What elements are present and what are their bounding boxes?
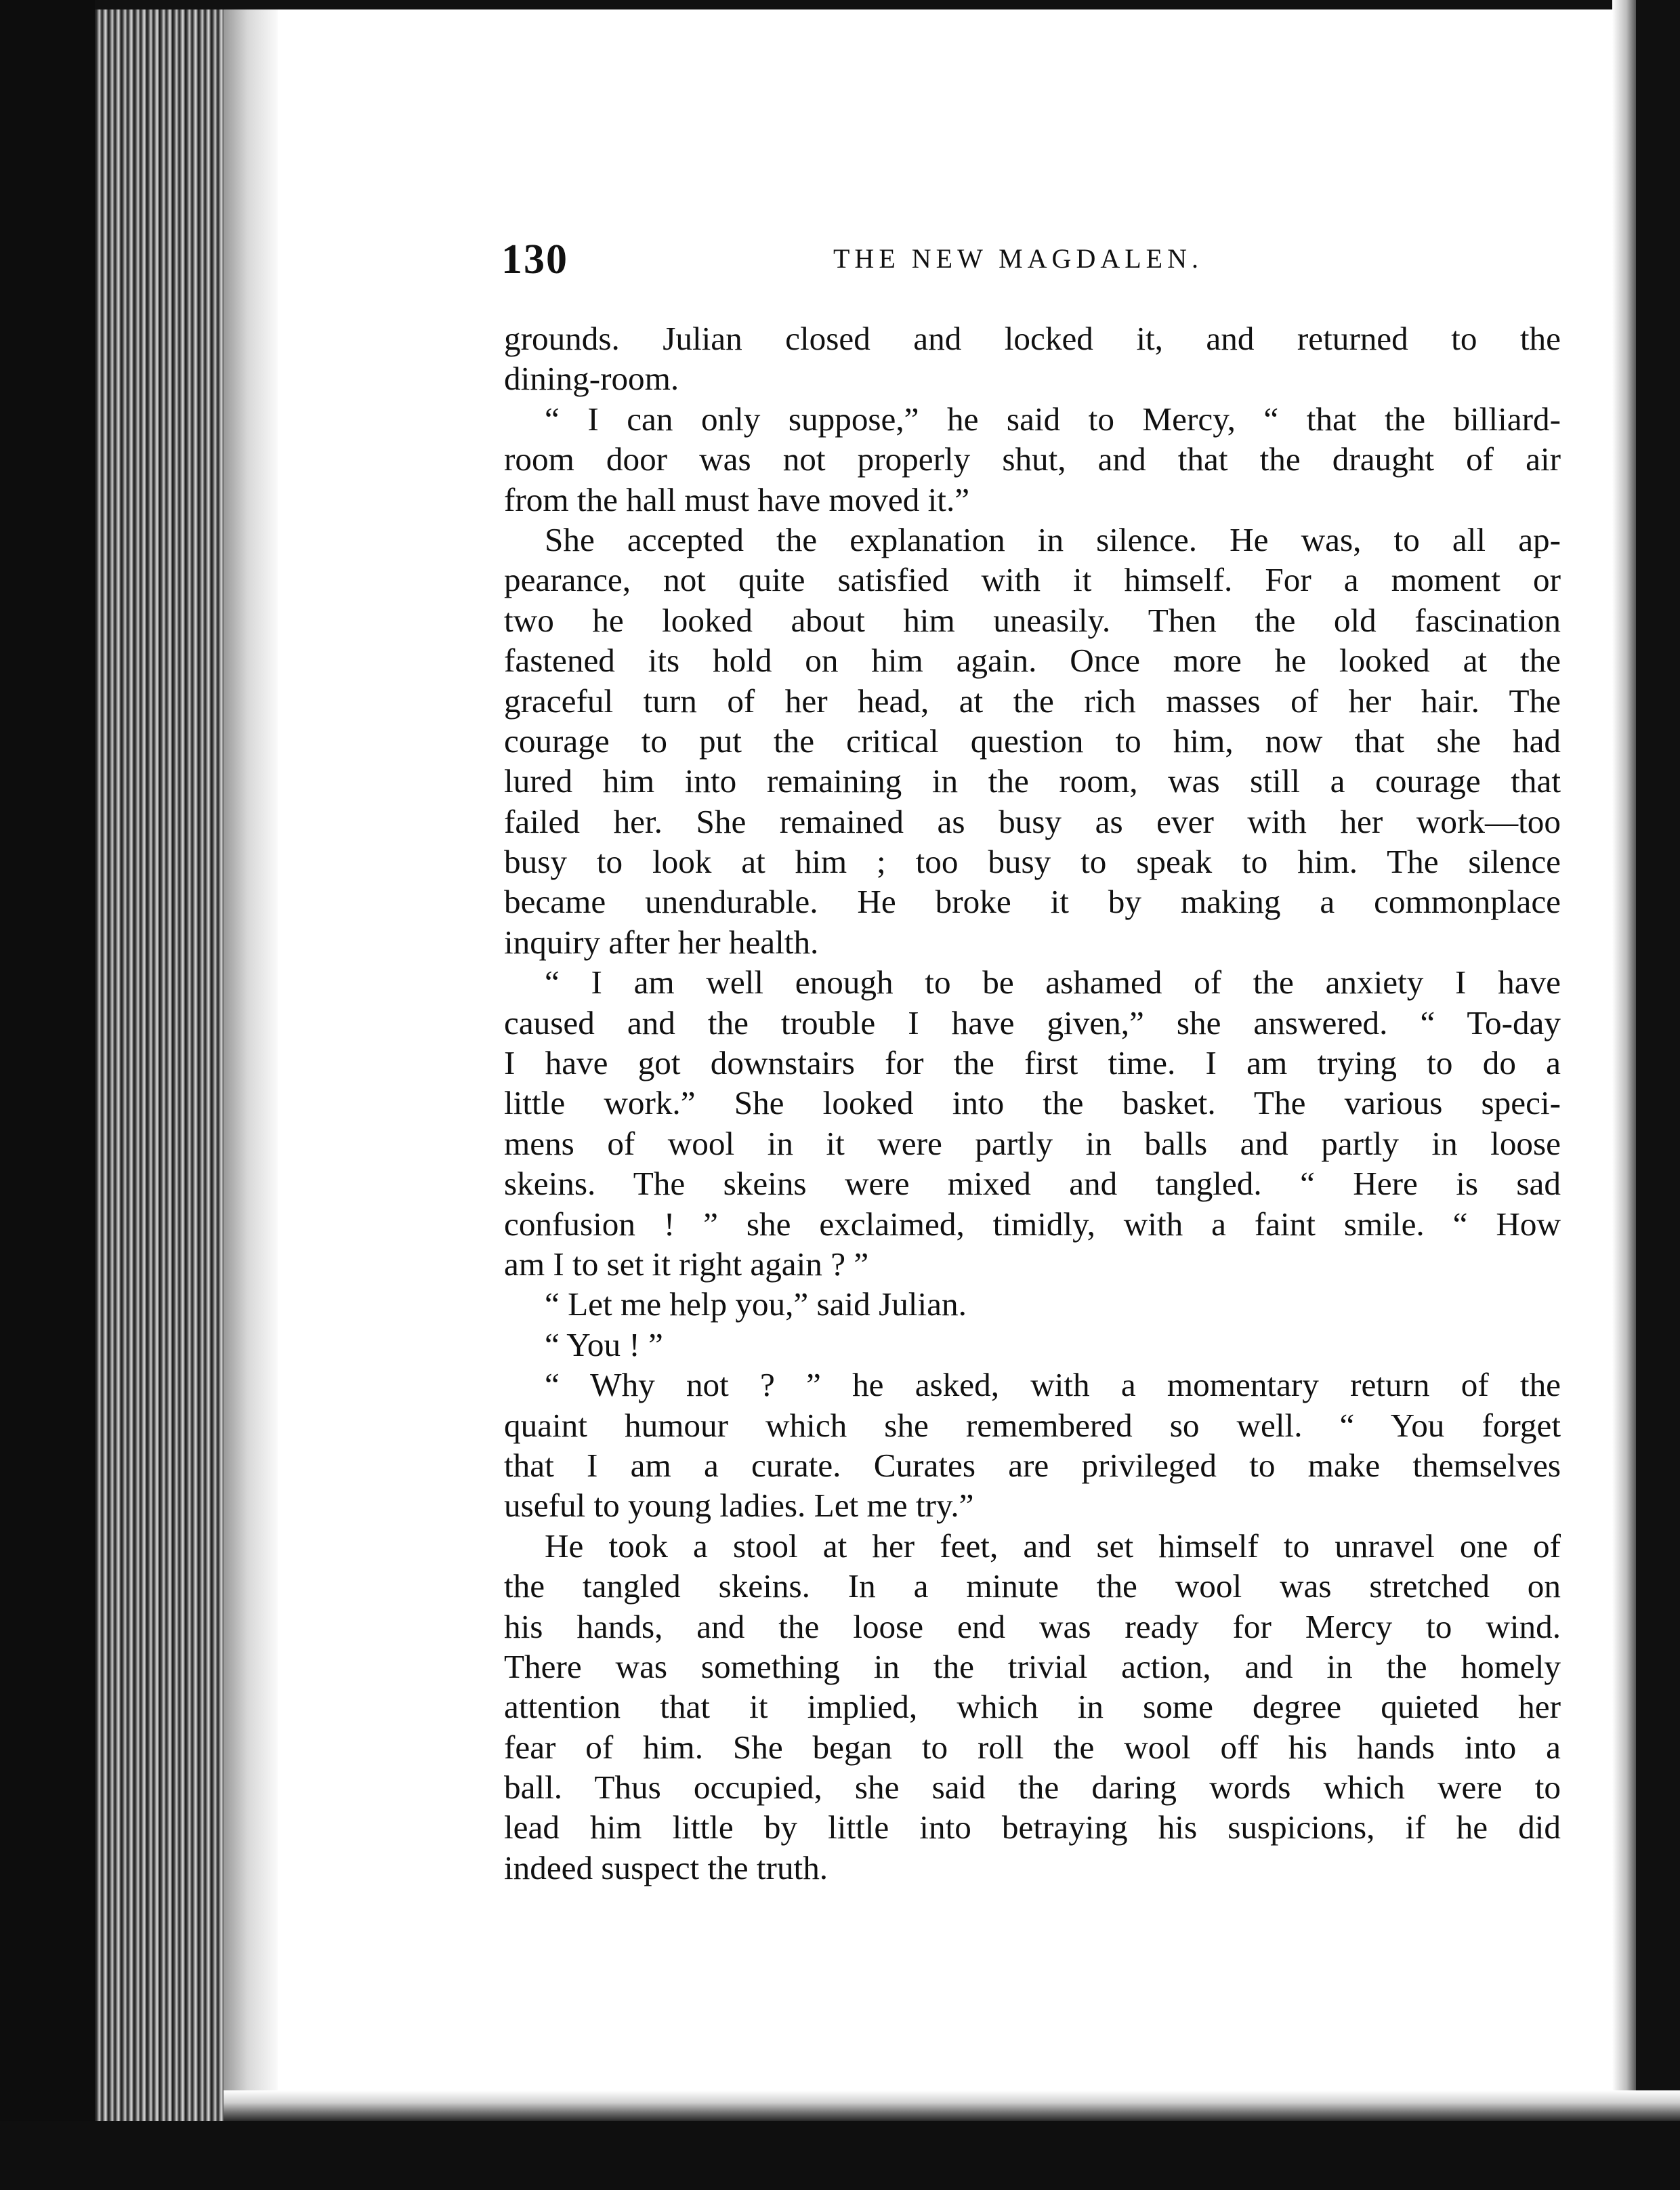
text-line: dining-room. xyxy=(504,360,679,398)
text-line: his hands, and the loose end was ready for Mercy to wind. xyxy=(504,1607,1561,1645)
text-line: quaint humour which she remembered so well. “ You forget xyxy=(504,1406,1561,1444)
text-line: room door was not properly shut, and that the draught of air xyxy=(504,440,1561,478)
text-line: that I am a curate. Curates are privileged to make themselves xyxy=(504,1446,1561,1484)
text-line: I have got downstairs for the first time. I am trying to do a xyxy=(504,1044,1561,1082)
text-line: “ You ! ” xyxy=(545,1325,663,1363)
scanner-background-left xyxy=(0,0,95,2190)
text-line: from the hall must have moved it.” xyxy=(504,480,970,518)
text-line: became unendurable. He broke it by making a commonplace xyxy=(504,883,1561,921)
text-line: “ I can only suppose,” he said to Mercy, “ that the billiard- xyxy=(545,400,1561,438)
text-line: He took a stool at her feet, and set himself to unravel one of xyxy=(545,1527,1561,1565)
text-line: ball. Thus occupied, she said the daring words which were to xyxy=(504,1769,1561,1806)
text-line: “ Let me help you,” said Julian. xyxy=(545,1285,967,1323)
text-line: indeed suspect the truth. xyxy=(504,1848,828,1886)
scanner-background-bottom xyxy=(0,2121,1680,2190)
text-line: courage to put the critical question to him, now that she had xyxy=(504,722,1561,760)
text-line: two he looked about him uneasily. Then the old fascination xyxy=(504,601,1561,639)
page-right-edge xyxy=(1612,0,1636,2190)
running-head xyxy=(501,236,1565,283)
text-line: “ Why not ? ” he asked, with a momentary return of the xyxy=(545,1366,1561,1404)
text-line: busy to look at him ; too busy to speak to him. The silence xyxy=(504,843,1561,881)
text-line: lured him into remaining in the room, was still a courage that xyxy=(504,762,1561,800)
text-line: useful to young ladies. Let me try.” xyxy=(504,1487,974,1525)
text-line: caused and the trouble I have given,” she answered. “ To-day xyxy=(504,1004,1561,1041)
text-line: inquiry after her health. xyxy=(504,923,819,961)
page-body-text xyxy=(504,318,1561,1888)
book-page-edges xyxy=(95,0,237,2190)
page-gutter-shadow xyxy=(224,0,278,2190)
scanner-background-right xyxy=(1636,0,1680,2190)
text-line: There was something in the trivial action, and in the homely xyxy=(504,1647,1561,1685)
page-bottom-edge xyxy=(224,2090,1680,2121)
text-line: attention that it implied, which in some degree quieted her xyxy=(504,1688,1561,1726)
running-title: THE NEW MAGDALEN. xyxy=(833,243,1203,274)
text-line: lead him little by little into betraying his suspicions, if he did xyxy=(504,1809,1561,1846)
text-line: She accepted the explanation in silence. He was, to all ap- xyxy=(545,520,1561,558)
text-line: skeins. The skeins were mixed and tangled. “ Here is sad xyxy=(504,1165,1561,1203)
text-line: fastened its hold on him again. Once more he looked at the xyxy=(504,642,1561,680)
page-number: 130 xyxy=(501,236,568,283)
text-line: failed her. She remained as busy as ever with her work—too xyxy=(504,802,1561,840)
text-line: fear of him. She began to roll the wool off his hands into a xyxy=(504,1728,1561,1766)
text-line: “ I am well enough to be ashamed of the anxiety I have xyxy=(545,964,1561,1001)
scanner-background-top xyxy=(95,0,1680,9)
text-line: am I to set it right again ? ” xyxy=(504,1245,869,1283)
text-line: mens of wool in it were partly in balls and partly in loose xyxy=(504,1124,1561,1162)
text-line: grounds. Julian closed and locked it, and returned to the xyxy=(504,320,1561,357)
text-line: confusion ! ” she exclaimed, timidly, with a faint smile. “ How xyxy=(504,1205,1561,1243)
text-line: pearance, not quite satisfied with it himself. For a moment or xyxy=(504,561,1561,599)
text-line: little work.” She looked into the basket. The various speci- xyxy=(504,1084,1561,1122)
text-line: graceful turn of her head, at the rich masses of her hair. The xyxy=(504,682,1561,720)
text-line: the tangled skeins. In a minute the wool was stretched on xyxy=(504,1567,1561,1605)
